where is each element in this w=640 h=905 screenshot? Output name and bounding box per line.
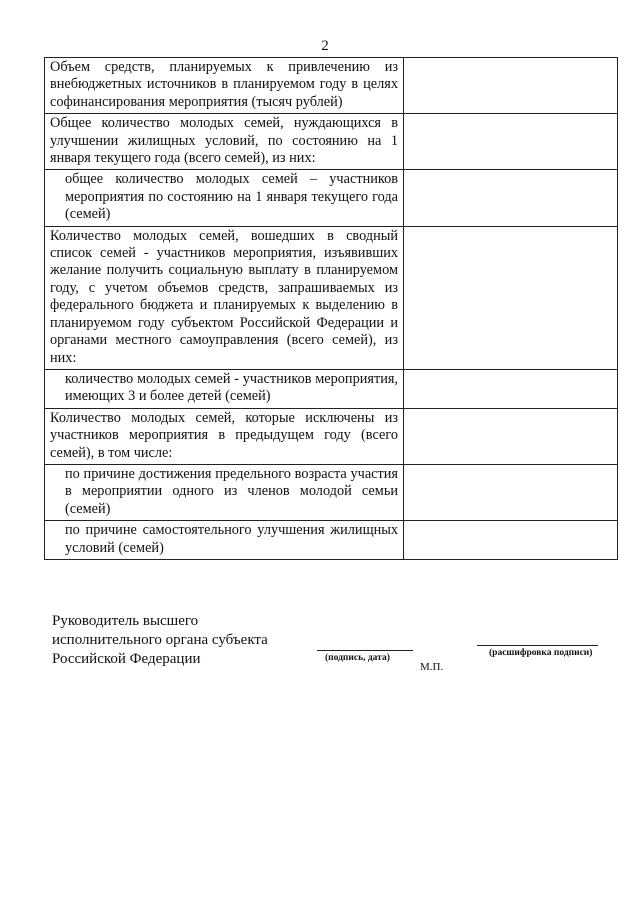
table-row <box>45 521 618 560</box>
row-label: общее количество молодых семей – участников мероприятия по состоянию на 1 января текущего года (семей) <box>45 170 404 226</box>
name-decoding-caption: (расшифровка подписи) <box>489 648 593 658</box>
signature-title-line-2: исполнительного органа субъекта <box>52 632 268 648</box>
table-row <box>45 369 618 408</box>
row-value-cell[interactable] <box>404 170 618 226</box>
signature-line <box>317 650 413 651</box>
table-row <box>45 408 618 464</box>
table-row <box>45 114 618 170</box>
row-value-cell[interactable] <box>404 114 618 170</box>
row-value-cell[interactable] <box>404 521 618 560</box>
row-value-cell[interactable] <box>404 464 618 520</box>
signature-title-line-1: Руководитель высшего <box>52 613 199 629</box>
table-row <box>45 464 618 520</box>
row-label: количество молодых семей - участников мероприятия, имеющих 3 и более детей (семей) <box>45 369 404 408</box>
page-number: 2 <box>321 38 329 54</box>
row-label: по причине достижения предельного возраста участия в мероприятии одного из членов молодой семьи (семей) <box>45 464 404 520</box>
stamp-place-label: М.П. <box>420 661 444 673</box>
row-value-cell[interactable] <box>404 369 618 408</box>
row-value-cell[interactable] <box>404 408 618 464</box>
data-table <box>44 57 618 560</box>
row-label: Количество молодых семей, вошедших в сводный список семей - участников мероприятия, изъявивших желание получить социальную выплату в планируемом году, с учетом объемов средств, запрашиваемых из федерального бюджета и планируемых к выделению в планируемом году субъектом Российской Федерации и органами местного самоуправления (всего семей), из них: <box>45 226 404 369</box>
row-label: Общее количество молодых семей, нуждающихся в улучшении жилищных условий, по состоянию на 1 января текущего года (всего семей), из них: <box>45 114 404 170</box>
table-row <box>45 170 618 226</box>
row-label: Объем средств, планируемых к привлечению из внебюджетных источников в планируемом году в целях софинансирования мероприятия (тысяч рублей) <box>45 58 404 114</box>
signature-title-line-3: Российской Федерации <box>52 651 201 667</box>
signature-block <box>52 612 268 669</box>
row-value-cell[interactable] <box>404 58 618 114</box>
row-value-cell[interactable] <box>404 226 618 369</box>
table-row <box>45 226 618 369</box>
signature-caption: (подпись, дата) <box>325 653 390 663</box>
row-label: Количество молодых семей, которые исключены из участников мероприятия в предыдущем году (всего семей), в том числе: <box>45 408 404 464</box>
row-label: по причине самостоятельного улучшения жилищных условий (семей) <box>45 521 404 560</box>
table-row <box>45 58 618 114</box>
name-decoding-line <box>477 645 598 646</box>
